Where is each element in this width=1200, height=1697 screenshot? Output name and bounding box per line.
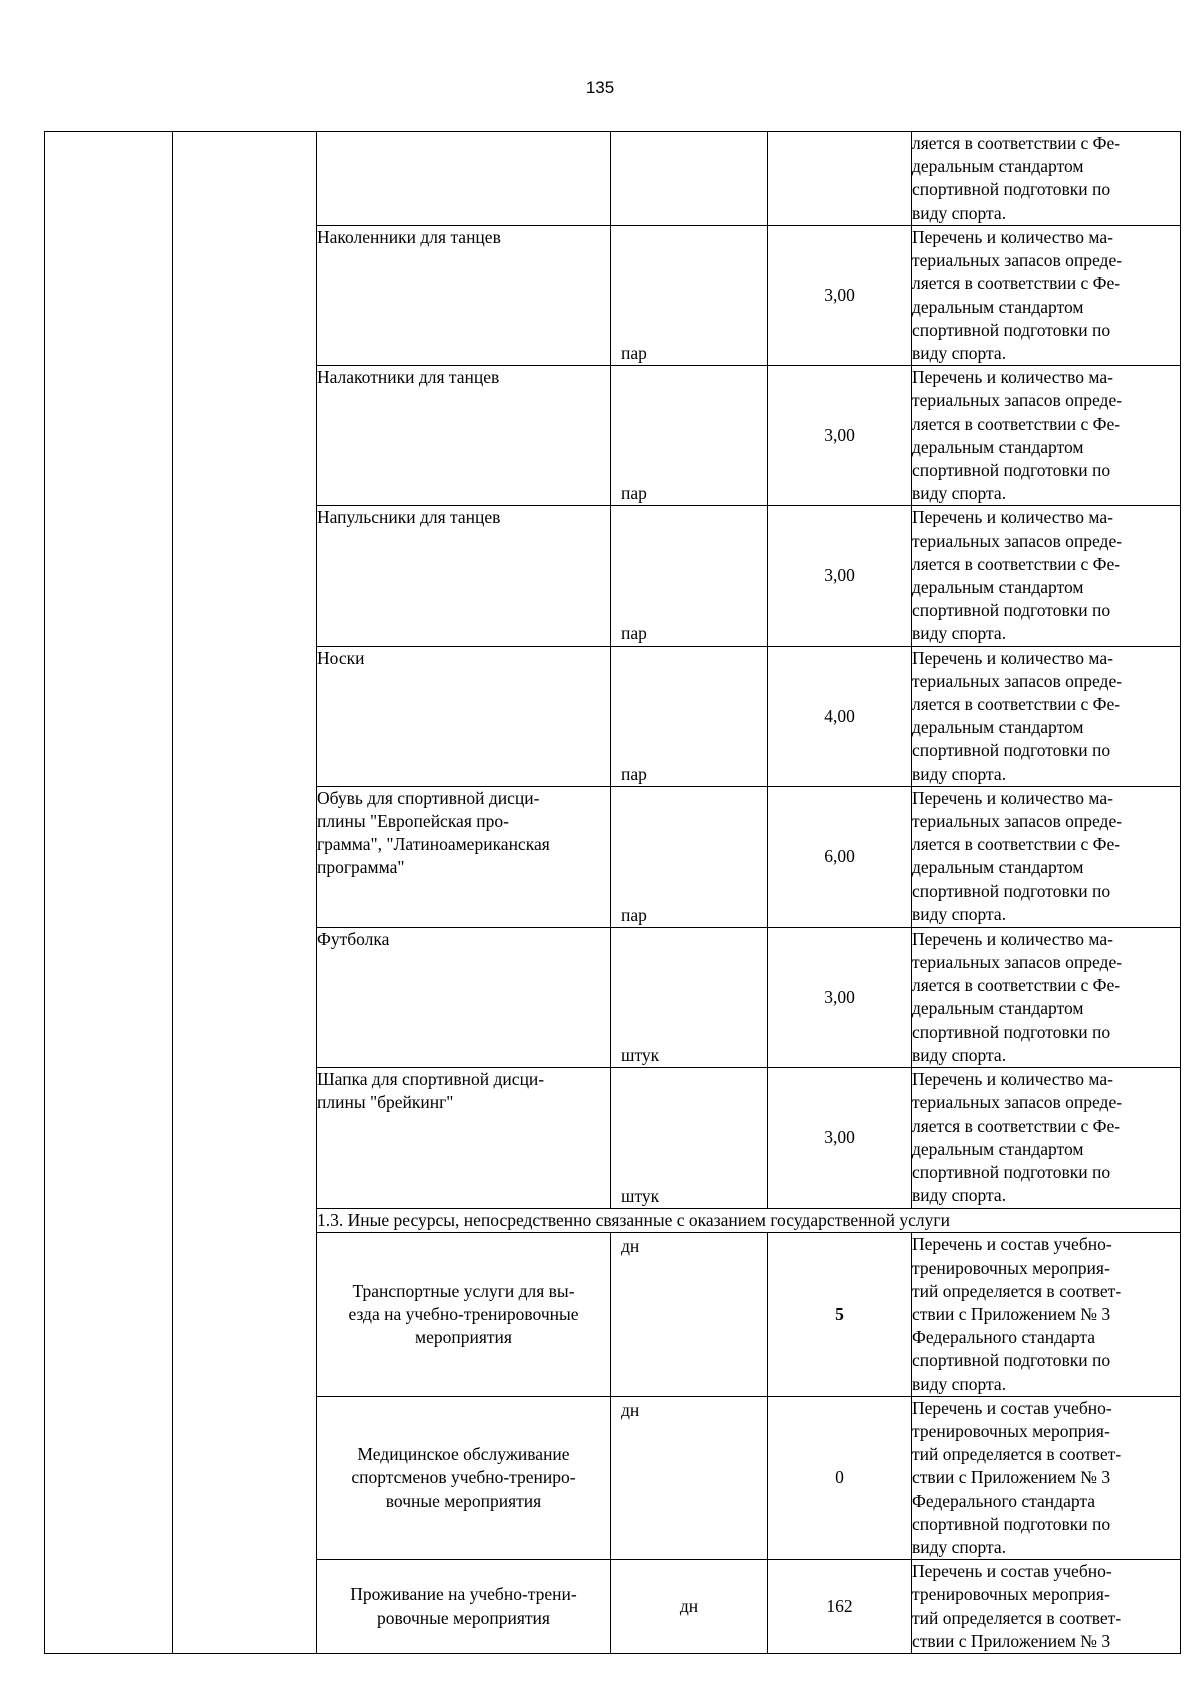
resource-note: Перечень и состав учебно- тренировочных мероприя- тий определяется в соответ- ствии с Приложением № 3 Федерального стандарта спортивной подготовки по виду спорта. [912,1396,1181,1559]
resource-name: Транспортные услуги для вы- езда на учебно-тренировочные мероприятия [317,1233,611,1396]
section-heading: 1.3. Иные ресурсы, непосредственно связанные с оказанием государственной услуги [317,1209,1181,1233]
resource-name: Медицинское обслуживание спортсменов учебно-трениро- вочные мероприятия [317,1396,611,1559]
item-unit: пар [611,646,768,786]
item-unit: пар [611,366,768,506]
item-unit: штук [611,927,768,1067]
item-unit: пар [611,786,768,927]
resource-value: 0 [768,1396,912,1559]
item-value: 3,00 [768,366,912,506]
item-name: Наколенники для танцев [317,226,611,366]
resource-note: Перечень и состав учебно- тренировочных мероприя- тий определяется в соответ- ствии с Приложением № 3 Федерального стандарта спортивной подготовки по виду спорта. [912,1233,1181,1396]
empty-col-2 [173,132,317,1654]
item-value: 3,00 [768,226,912,366]
item-name: Футболка [317,927,611,1067]
table-row [45,132,1181,226]
resource-note: Перечень и состав учебно- тренировочных мероприя- тий определяется в соответ- ствии с Приложением № 3 [912,1560,1181,1654]
resource-table [44,131,1181,1654]
item-note: Перечень и количество ма- териальных запасов опреде- ляется в соответствии с Фе- деральным стандартом спортивной подготовки по виду спорта. [912,226,1181,366]
item-note: ляется в соответствии с Фе- деральным стандартом спортивной подготовки по виду спорта. [912,132,1181,226]
empty-col-1 [45,132,173,1654]
item-note: Перечень и количество ма- териальных запасов опреде- ляется в соответствии с Фе- деральным стандартом спортивной подготовки по виду спорта. [912,506,1181,646]
item-value: 3,00 [768,506,912,646]
resource-value: 5 [768,1233,912,1396]
item-unit: штук [611,1068,768,1209]
item-unit [611,132,768,226]
item-name: Налакотники для танцев [317,366,611,506]
item-value: 6,00 [768,786,912,927]
item-value: 4,00 [768,646,912,786]
item-note: Перечень и количество ма- териальных запасов опреде- ляется в соответствии с Фе- деральным стандартом спортивной подготовки по виду спорта. [912,786,1181,927]
item-note: Перечень и количество ма- териальных запасов опреде- ляется в соответствии с Фе- деральным стандартом спортивной подготовки по виду спорта. [912,1068,1181,1209]
resource-name: Проживание на учебно-трени- ровочные мероприятия [317,1560,611,1654]
item-name: Обувь для спортивной дисци- плины "Европейская про- грамма", "Латиноамериканская программа" [317,786,611,927]
item-name: Напульсники для танцев [317,506,611,646]
resource-unit: дн [611,1560,768,1654]
item-note: Перечень и количество ма- териальных запасов опреде- ляется в соответствии с Фе- деральным стандартом спортивной подготовки по виду спорта. [912,366,1181,506]
item-value: 3,00 [768,1068,912,1209]
resource-unit: дн [611,1233,768,1396]
item-name: Носки [317,646,611,786]
page-number: 135 [585,78,615,97]
item-name: Шапка для спортивной дисци- плины "брейкинг" [317,1068,611,1209]
item-unit: пар [611,226,768,366]
item-unit: пар [611,506,768,646]
item-note: Перечень и количество ма- териальных запасов опреде- ляется в соответствии с Фе- деральным стандартом спортивной подготовки по виду спорта. [912,927,1181,1067]
item-value [768,132,912,226]
item-value: 3,00 [768,927,912,1067]
item-name [317,132,611,226]
resource-unit: дн [611,1396,768,1559]
item-note: Перечень и количество ма- териальных запасов опреде- ляется в соответствии с Фе- деральным стандартом спортивной подготовки по виду спорта. [912,646,1181,786]
resource-value: 162 [768,1560,912,1654]
